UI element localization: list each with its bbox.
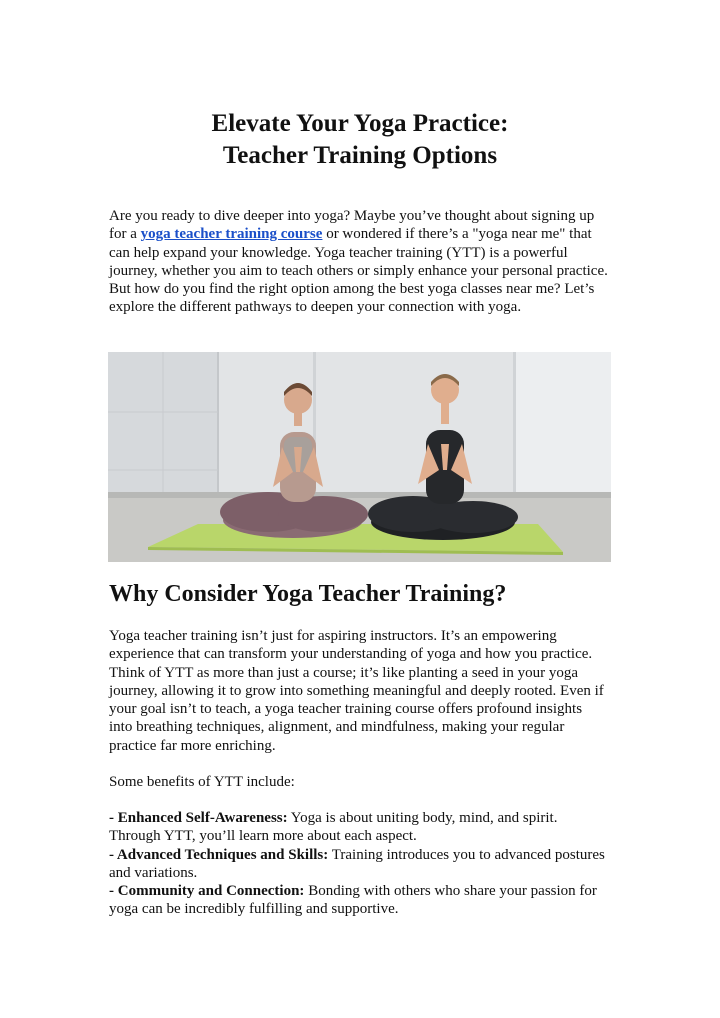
intro-text-before: Are you ready to dive deeper into yoga? Maybe you’ve thought about signing up for a bbox=[109, 208, 595, 243]
title-line-1: Elevate Your Yoga Practice: bbox=[211, 110, 509, 137]
benefit-item bbox=[109, 810, 557, 844]
benefit-text: Bonding with others who share your passion for yoga can be incredibly fulfilling and supportive. bbox=[109, 883, 597, 918]
benefit-label: - Advanced Techniques and Skills: bbox=[109, 846, 329, 863]
intro-paragraph bbox=[109, 207, 609, 317]
intro-text-after: or wondered if there’s a "yoga near me" that can help expand your knowledge. Yoga teacher training (YTT) is a powerful journey, whether you aim to teach others or simply enhance your personal practice. But how do you find the right option among the best yoga classes near me? Let’s explore the different pathways to deepen your connection with yoga. bbox=[109, 226, 608, 316]
benefit-text: Training introduces you to advanced postures and variations. bbox=[109, 846, 605, 881]
benefit-list bbox=[109, 809, 609, 919]
benefit-item bbox=[109, 847, 605, 881]
section-heading: Why Consider Yoga Teacher Training? bbox=[109, 581, 507, 607]
section-body: Yoga teacher training isn’t just for aspiring instructors. It’s an empowering experience that can transform your understanding of yoga and how you practice. Think of YTT as more than just a course; it’s like planting a seed in your yoga journey, allowing it to grow into something meaningful and deeply rooted. Even if your goal isn’t to teach, a yoga teacher training course offers profound insights into breathing techniques, alignment, and mindfulness, making your regular practice far more enriching. bbox=[109, 628, 604, 754]
yoga-teacher-training-link[interactable]: yoga teacher training course bbox=[140, 226, 323, 243]
benefit-label: - Community and Connection: bbox=[109, 883, 305, 900]
page-title bbox=[0, 108, 720, 172]
benefits-intro: Some benefits of YTT include: bbox=[109, 774, 295, 790]
yoga-photo bbox=[108, 352, 611, 562]
benefit-text: Yoga is about uniting body, mind, and spirit. Through YTT, you’ll learn more about each aspect. bbox=[109, 810, 558, 845]
benefit-item bbox=[109, 883, 597, 917]
title-line-2: Teacher Training Options bbox=[222, 142, 498, 169]
benefit-label: - Enhanced Self-Awareness: bbox=[109, 810, 288, 826]
yoga-photo-illustration bbox=[108, 352, 611, 562]
